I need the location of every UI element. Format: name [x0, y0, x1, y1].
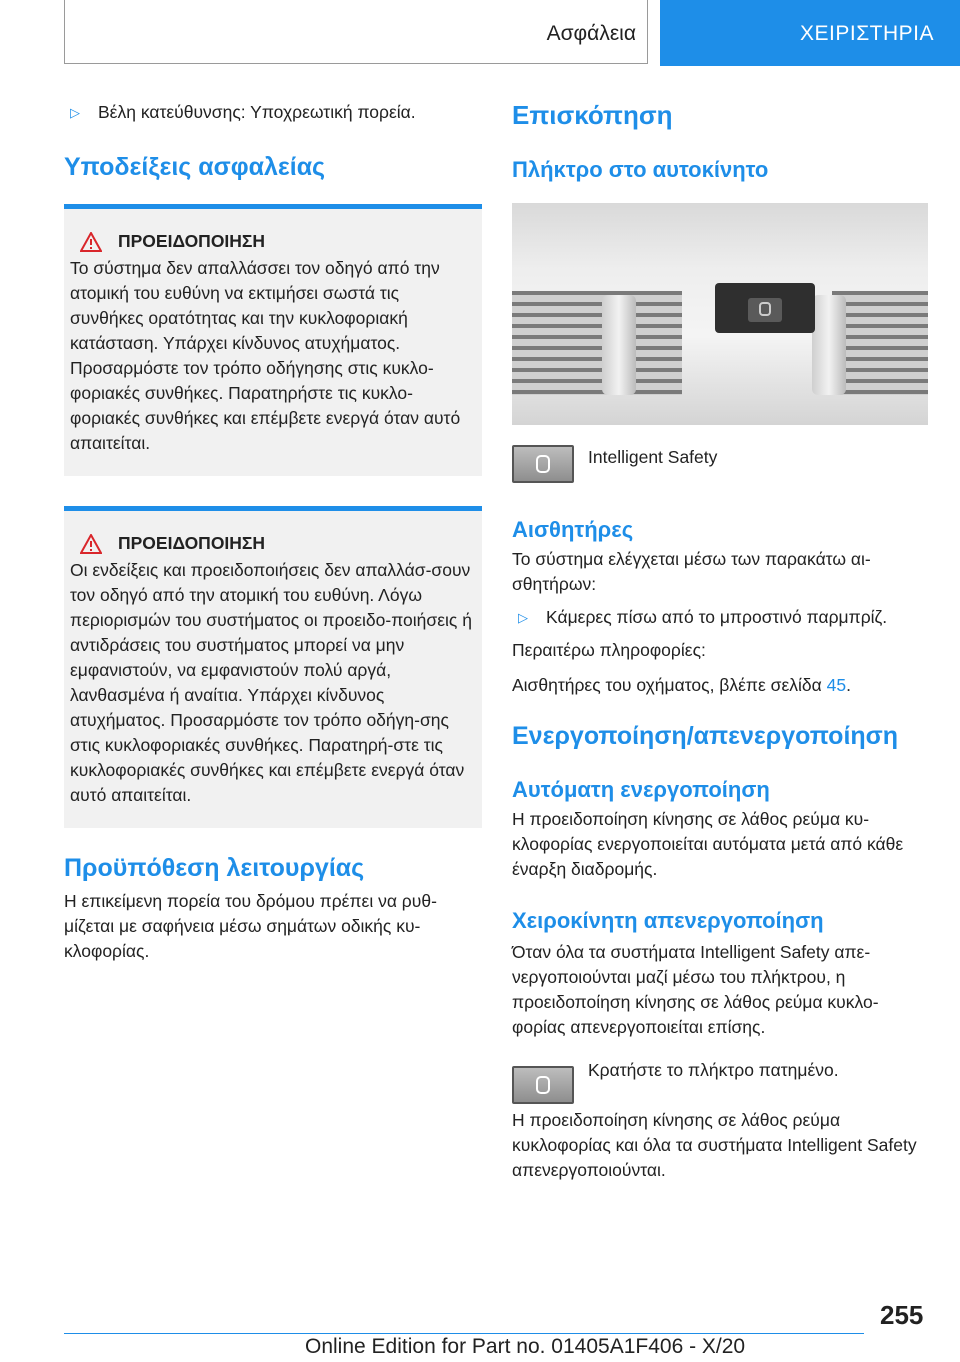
button-legend	[512, 445, 928, 483]
warning-title: ΠΡΟΕΙΔΟΠΟΙΗΣΗ	[118, 533, 266, 553]
page-link[interactable]: 45	[826, 675, 847, 695]
intelligent-safety-icon	[512, 445, 574, 483]
warning-text: Οι ενδείξεις και προειδοποιήσεις δεν απαλλάσ-σουν τον οδηγό από την ατομική του ευθύνη. Λόγω περιορισμών του συστήματος οι προειδο-ποιήσεις ή αντιδράσεις του συστήματος μπορεί να μην εμφανιστούν, να εμφανιστούν πολύ αργά, λανθασμένα ή αναίτια. Υπάρχει κίνδυνος ατυχήματος. Προσαρμόστε τον τρόπο οδήγη-σης στις κυκλοφοριακές συνθήκες. Παρατηρή-στε τις κυκλοφοριακές συνθήκες και επέμβετε ενεργά όταν αυτό απαιτείται.	[70, 560, 472, 805]
auto-activation-text: Η προειδοποίηση κίνησης σε λάθος ρεύμα κυ-κλοφορίας ενεργοποιείται αυτόματα μετά από κάθε έναρξη διαδρομής.	[512, 809, 904, 879]
footer-edition: Online Edition for Part no. 01405A1F406 - X/20	[305, 1335, 746, 1358]
heading-prerequisite: Προϋπόθεση λειτουργίας	[64, 854, 365, 882]
heading-button-in-car: Πλήκτρο στο αυτοκίνητο	[512, 157, 769, 182]
header-tab-label: ΧΕΙΡΙΣΤΗΡΙΑ	[800, 22, 935, 45]
list-item	[64, 100, 482, 125]
dashboard-photo	[512, 203, 928, 425]
more-info-label: Περαιτέρω πληροφορίες:	[512, 640, 706, 660]
intelligent-safety-icon	[512, 1066, 574, 1104]
header-chapter-tab[interactable]	[660, 0, 960, 66]
triangle-bullet-icon: ▷	[70, 105, 80, 120]
result-text: Η προειδοποίηση κίνησης σε λάθος ρεύμα κυκλοφορίας και όλα τα συστήματα Intelligent Safety απενεργοποιούνται.	[512, 1110, 917, 1180]
manual-deactivation-text: Όταν όλα τα συστήματα Intelligent Safety απε-νεργοποιούνται μαζί μέσω του πλήκτρου, η προειδοποίηση κίνησης σε λάθος ρεύμα κυκλο-φορίας απενεργοποιείται επίσης.	[512, 942, 879, 1037]
bullet-text: Κάμερες πίσω από το μπροστινό παρμπρίζ.	[546, 607, 888, 627]
warning-triangle-icon	[80, 534, 102, 554]
heading-overview: Επισκόπηση	[512, 100, 673, 130]
heading-sensors: Αισθητήρες	[512, 517, 634, 542]
warning-text: Το σύστημα δεν απαλλάσσει τον οδηγό από την ατομική του ευθύνη να εκτιμήσει σωστά τις συνθήκες ορατότητας και την κυκλοφοριακή κατάσταση. Υπάρχει κίνδυνος ατυχήματος. Προσαρμόστε τον τρόπο οδήγησης στις κυκλο-φοριακές συνθήκες. Παρατηρήστε τις κυκλο-φοριακές συνθήκες και επέμβετε ενεργά όταν αυτό απαιτείται.	[70, 258, 461, 453]
sensors-reference	[512, 673, 928, 698]
prerequisite-text: Η επικείμενη πορεία του δρόμου πρέπει να ρυθ-μίζεται με σαφήνεια μέσω σημάτων οδικής κυ-κλοφορίας.	[64, 891, 437, 961]
warning-box	[64, 204, 482, 476]
reference-text: Αισθητήρες του οχήματος, βλέπε σελίδα	[512, 675, 827, 695]
vent-knob	[812, 295, 846, 395]
sensors-text: Το σύστημα ελέγχεται μέσω των παρακάτω αι-σθητήρων:	[512, 549, 871, 594]
right-column	[512, 100, 928, 1183]
vent-knob	[602, 295, 636, 395]
header-section-title: Ασφάλεια	[546, 22, 636, 45]
warning-triangle-icon	[80, 232, 102, 252]
warning-title: ΠΡΟΕΙΔΟΠΟΙΗΣΗ	[118, 231, 266, 251]
button-instruction	[512, 1058, 928, 1104]
press-instruction: Κρατήστε το πλήκτρο πατημένο.	[588, 1060, 839, 1080]
heading-safety-notes: Υποδείξεις ασφαλείας	[64, 153, 326, 181]
air-vent-left	[512, 291, 682, 395]
intelligent-safety-button-icon	[748, 298, 782, 322]
triangle-bullet-icon: ▷	[518, 610, 528, 625]
heading-activation: Ενεργοποίηση/απενεργοποίηση	[512, 722, 899, 750]
left-column	[64, 100, 482, 964]
list-item	[512, 605, 928, 630]
button-label: Intelligent Safety	[588, 447, 718, 467]
footer-divider	[64, 1333, 864, 1334]
bullet-text: Βέλη κατεύθυνσης: Υποχρεωτική πορεία.	[98, 102, 416, 122]
heading-manual-deactivation: Χειροκίνητη απενεργοποίηση	[512, 908, 824, 933]
heading-auto-activation: Αυτόματη ενεργοποίηση	[512, 777, 770, 802]
warning-box	[64, 506, 482, 828]
period: .	[846, 675, 851, 695]
page-number: 255	[880, 1300, 924, 1330]
air-vent-right	[832, 291, 928, 395]
